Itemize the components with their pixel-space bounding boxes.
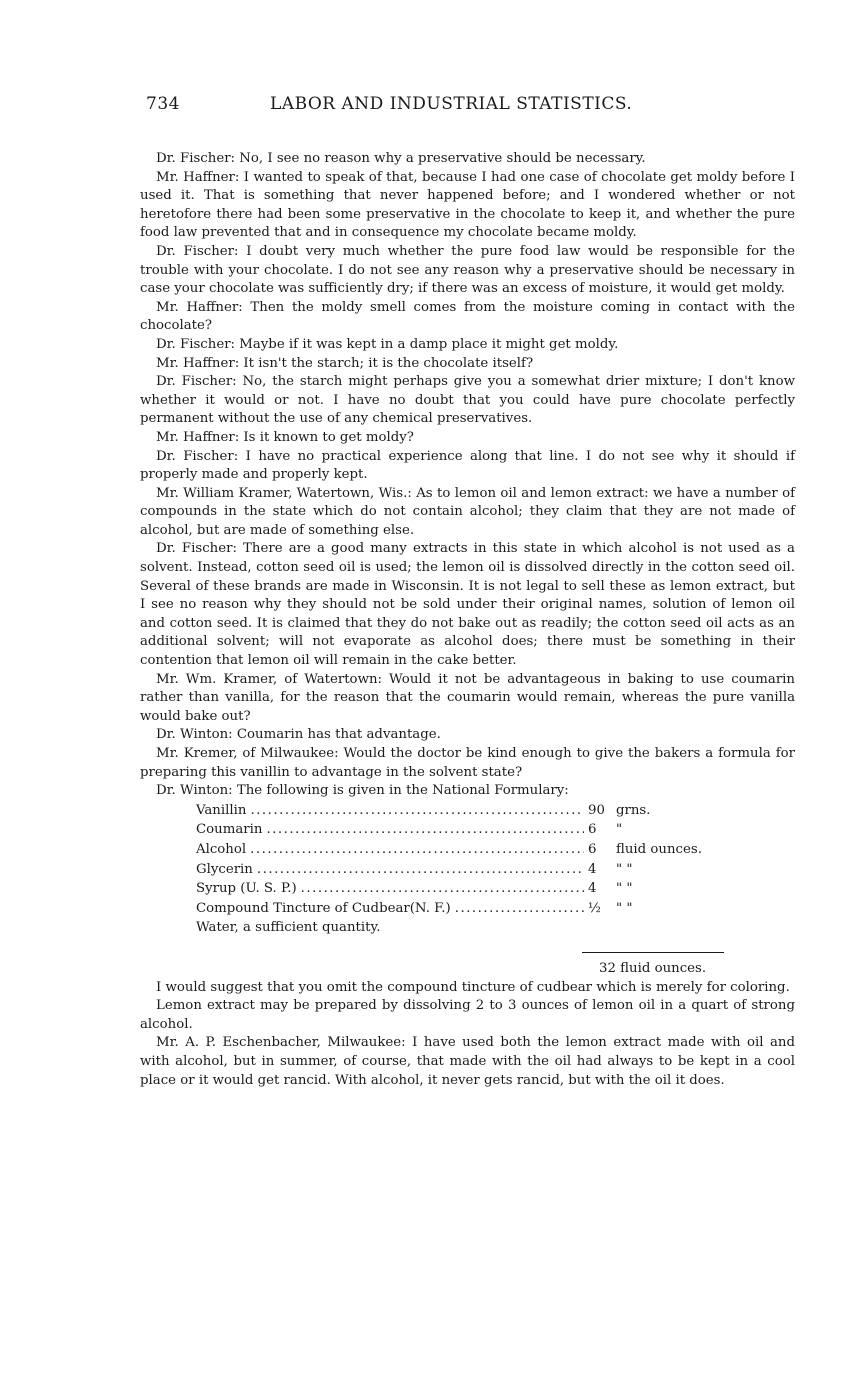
- paragraph: Dr. Fischer: Maybe if it was kept in a damp place it might get moldy.: [156, 336, 619, 352]
- ingredient-quantity: 90: [588, 802, 605, 818]
- formula-row: [196, 820, 736, 840]
- ingredient-unit: fluid ounces.: [616, 841, 702, 857]
- paragraph: Mr. Wm. Kramer, of Watertown: Would it not be advantageous in baking to use coumarin rather than vanilla, for the reason that the coumarin would remain, whereas the pure vanilla would bake out?: [140, 671, 795, 724]
- formula-list: [196, 801, 736, 979]
- ingredient-quantity: 4: [588, 861, 597, 877]
- ingredient-name: Compound Tincture of Cudbear(N. F.): [196, 900, 451, 916]
- ingredient-unit: ": [616, 822, 623, 838]
- paragraph: Mr. Haffner: Then the moldy smell comes from the moisture coming in contact with the chocolate?: [140, 299, 795, 334]
- formula-row: [196, 840, 736, 860]
- paragraph: Mr. William Kramer, Watertown, Wis.: As to lemon oil and lemon extract: we have a number of compounds in the state which do not contain alcohol; they claim that they are not made of alcohol, but are made of something else.: [140, 485, 795, 538]
- page-header: [146, 94, 676, 118]
- total-rule: [582, 952, 724, 953]
- paragraph: Mr. Haffner: I wanted to speak of that, because I had one case of chocolate get moldy before I used it. That is something that never happened before; and I wondered whether or not heretofore there had been some preservative in the chocolate to keep it, and whether the pure food law prevented that and in consequence my chocolate became moldy.: [140, 169, 795, 241]
- ingredient-name: Alcohol: [196, 841, 247, 857]
- ingredient-name: Glycerin: [196, 861, 253, 877]
- ingredient-quantity: 6: [588, 841, 597, 857]
- paragraph: Dr. Winton: Coumarin has that advantage.: [156, 727, 441, 743]
- formula-row: [196, 860, 736, 880]
- page-body: [140, 150, 795, 1090]
- paragraph: I would suggest that you omit the compound tincture of cudbear which is merely for coloring.: [156, 979, 790, 995]
- ingredient-unit: " ": [616, 881, 633, 897]
- paragraph: Lemon extract may be prepared by dissolving 2 to 3 ounces of lemon oil in a quart of strong alcohol.: [140, 998, 795, 1032]
- ingredient-quantity: 6: [588, 822, 597, 838]
- ingredient-unit: grns.: [616, 802, 651, 818]
- ingredient-name: Vanillin: [196, 802, 247, 818]
- ingredient-water: Water, a sufficient quantity.: [196, 920, 381, 936]
- paragraph: Dr. Fischer: I doubt very much whether the pure food law would be responsible for the trouble with your chocolate. I do not see any reason why a preservative should be necessary in case your chocolate was sufficiently dry; if there was an excess of moisture, it would get moldy.: [140, 243, 795, 297]
- dot-leader: [301, 879, 584, 899]
- paragraph: Dr. Fischer: No, the starch might perhaps give you a somewhat drier mixture; I don't know whether it would or not. I have no doubt that you could have pure chocolate perfectly permanent without the use of any chemical preservatives.: [140, 374, 795, 427]
- ingredient-quantity: 4: [588, 881, 597, 897]
- paragraph: Dr. Winton: The following is given in the National Formulary:: [156, 783, 569, 799]
- ingredient-quantity: ½: [588, 900, 601, 916]
- paragraph: Mr. Haffner: Is it known to get moldy?: [156, 429, 414, 445]
- dot-leader: [250, 801, 584, 821]
- paragraph: Mr. A. P. Eschenbacher, Milwaukee: I have used both the lemon extract made with oil and with alcohol, but in summer, of course, that made with the oil had always to be kept in a cool place or it would get rancid. With alcohol, it never gets rancid, but with the oil it does.: [140, 1035, 795, 1088]
- page-number: 734: [146, 94, 180, 114]
- ingredient-unit: " ": [616, 861, 633, 877]
- paragraph: Dr. Fischer: I have no practical experience along that line. I do not see why it should if properly made and properly kept.: [140, 448, 795, 483]
- ingredient-unit: " ": [616, 900, 633, 916]
- dot-leader: [257, 860, 584, 880]
- paragraph: Dr. Fischer: There are a good many extracts in this state in which alcohol is not used as a solvent. Instead, cotton seed oil is used; the lemon oil is dissolved directly in the cotton seed oil. Several of these brands are made in Wisconsin. It is not legal to sell these as lemon extract, but I see no reason why they should not be sold under their original names, solution of lemon oil and cotton seed. It is claimed that they do not bake out as readily; the cotton seed oil acts as an additional solvent; will not evaporate as alcohol does; there must be something in their contention that lemon oil will remain in the cake better.: [140, 541, 795, 669]
- ingredient-name: Syrup (U. S. P.): [196, 881, 297, 897]
- paragraph: Dr. Fischer: No, I see no reason why a preservative should be necessary.: [156, 151, 646, 166]
- formula-row: [196, 879, 736, 899]
- paragraph: Mr. Haffner: It isn't the starch; it is the chocolate itself?: [156, 355, 534, 371]
- dot-leader: [266, 820, 584, 840]
- formula-row-water: [196, 918, 736, 938]
- formula-total: 32 fluid ounces.: [599, 960, 707, 976]
- formula-row: [196, 899, 736, 919]
- formula-row: [196, 801, 736, 821]
- dot-leader: [250, 840, 584, 860]
- ingredient-name: Coumarin: [196, 822, 263, 838]
- paragraph: Mr. Kremer, of Milwaukee: Would the doctor be kind enough to give the bakers a formula for preparing this vanillin to advantage in the solvent state?: [140, 746, 795, 780]
- dot-leader: [455, 899, 584, 919]
- running-title: LABOR AND INDUSTRIAL STATISTICS.: [270, 94, 633, 114]
